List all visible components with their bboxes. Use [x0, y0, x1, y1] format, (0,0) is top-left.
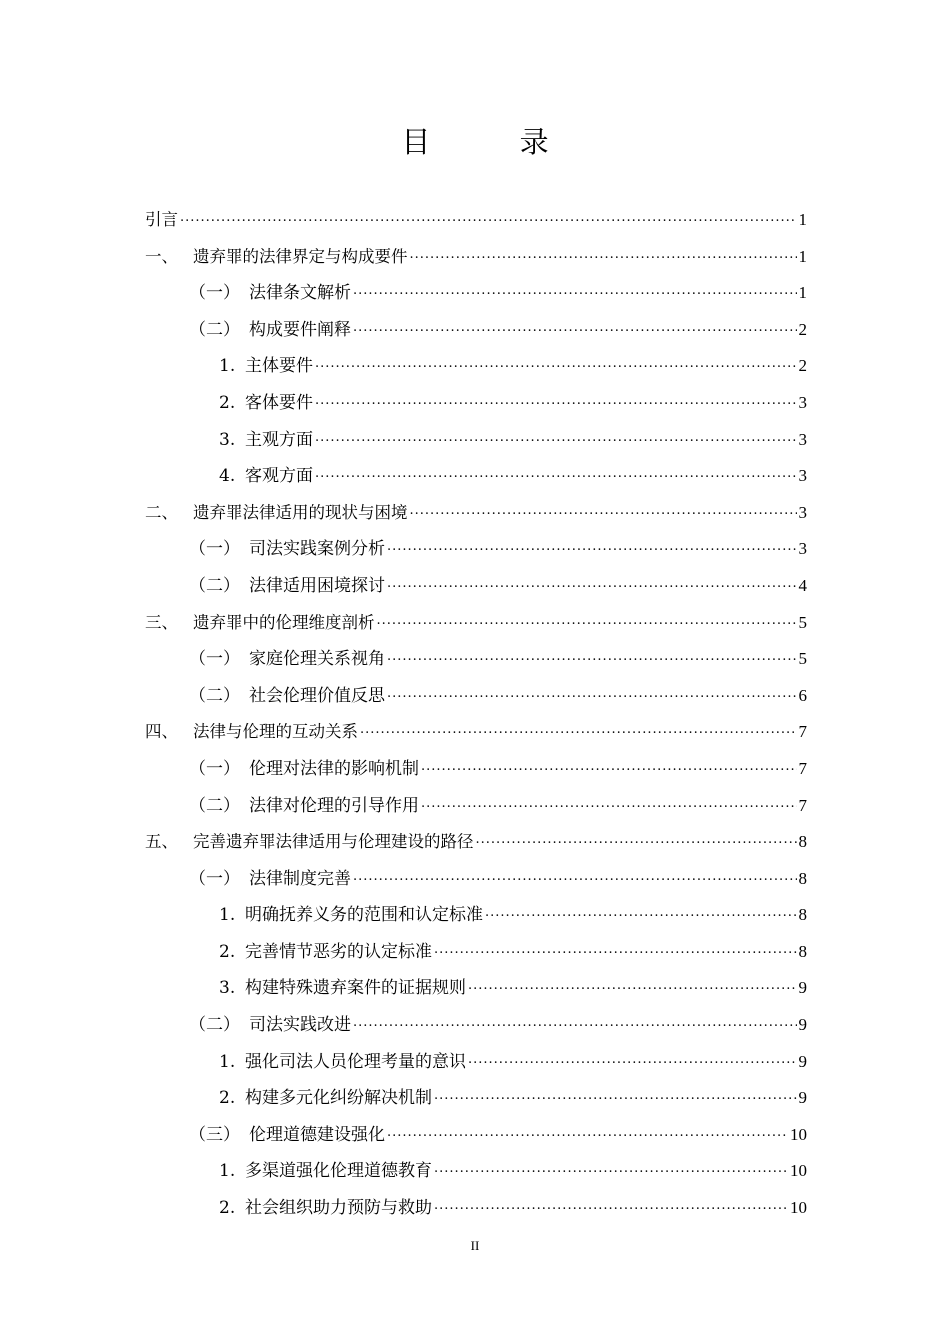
- toc-entry-page: 6: [798, 685, 807, 705]
- toc-entry-page: 7: [798, 758, 807, 778]
- toc-entry-number: （二）: [189, 1015, 240, 1036]
- toc-entry-number: 1.: [219, 1051, 236, 1072]
- toc-leader-dots: [315, 383, 797, 420]
- toc-entry-number: 3.: [219, 429, 236, 450]
- toc-entry-page: 9: [798, 1015, 807, 1035]
- toc-entry-title: 完善情节恶劣的认定标准: [245, 941, 432, 962]
- toc-leader-dots: [476, 822, 797, 859]
- toc-entry[interactable]: [145, 495, 807, 532]
- toc-leader-dots: [387, 529, 797, 566]
- toc-entry-number: 五、: [145, 832, 178, 852]
- toc-entry-title: 主观方面: [245, 429, 313, 450]
- toc-entry[interactable]: [145, 202, 807, 239]
- toc-entry-page: 2: [798, 319, 807, 339]
- toc-leader-dots: [353, 1005, 797, 1042]
- toc-entry-title: 伦理道德建设强化: [249, 1124, 385, 1145]
- page-number-footer: II: [470, 1238, 480, 1253]
- toc-entry[interactable]: [145, 422, 807, 459]
- toc-entry-page: 8: [798, 905, 807, 925]
- toc-entry[interactable]: [145, 275, 807, 312]
- toc-entry[interactable]: [145, 641, 807, 678]
- toc-entry[interactable]: [145, 1080, 807, 1117]
- toc-entry[interactable]: [145, 1153, 807, 1190]
- toc-leader-dots: [410, 493, 797, 530]
- toc-entry-title: 遗弃罪的法律界定与构成要件: [193, 246, 408, 266]
- toc-entry-page: 3: [798, 429, 807, 449]
- toc-entry-title: 伦理对法律的影响机制: [249, 758, 419, 779]
- toc-entry[interactable]: [145, 312, 807, 349]
- toc-entry-number: 四、: [145, 722, 178, 742]
- toc-entry-title: 遗弃罪法律适用的现状与困境: [193, 502, 408, 522]
- toc-entry-page: 1: [798, 283, 807, 303]
- toc-leader-dots: [377, 603, 797, 640]
- toc-entry-page: 5: [798, 649, 807, 669]
- toc-entry-title: 构成要件阐释: [249, 319, 351, 340]
- toc-entry-title: 法律适用困境探讨: [249, 575, 385, 596]
- toc-entry-number: 二、: [145, 502, 178, 522]
- toc-entry[interactable]: [145, 1117, 807, 1154]
- toc-entry-number: 三、: [145, 612, 178, 632]
- toc-entry-page: 9: [798, 978, 807, 998]
- toc-leader-dots: [468, 1042, 797, 1079]
- toc-entry-page: 1: [798, 210, 807, 229]
- toc-entry[interactable]: [145, 458, 807, 495]
- toc-leader-dots: [434, 1151, 788, 1188]
- toc-entry-page: 3: [798, 466, 807, 486]
- toc-entry-number: 3.: [219, 978, 236, 999]
- page-title: 目 录: [401, 125, 589, 159]
- toc-entry[interactable]: [145, 239, 807, 276]
- toc-entry-number: （一）: [189, 539, 240, 560]
- toc-entry[interactable]: [145, 970, 807, 1007]
- toc-entry-title: 完善遗弃罪法律适用与伦理建设的路径: [193, 832, 474, 852]
- toc-entry-page: 10: [790, 1161, 807, 1181]
- toc-entry-number: 1.: [219, 905, 236, 926]
- toc-entry-page: 1: [798, 246, 807, 266]
- toc-entry-page: 10: [790, 1198, 807, 1218]
- toc-leader-dots: [353, 859, 797, 896]
- toc-leader-dots: [353, 310, 797, 347]
- toc-entry-number: 2.: [219, 1088, 236, 1109]
- toc-entry-number: （二）: [189, 575, 240, 596]
- toc-entry-title: 司法实践案例分析: [249, 539, 385, 560]
- toc-entry[interactable]: [145, 678, 807, 715]
- toc-entry-number: 2.: [219, 941, 236, 962]
- toc-leader-dots: [387, 676, 797, 713]
- toc-entry-page: 8: [798, 941, 807, 961]
- toc-entry-number: 一、: [145, 246, 178, 266]
- toc-entry[interactable]: [145, 861, 807, 898]
- toc-entry-page: 2: [798, 356, 807, 376]
- toc-entry[interactable]: [145, 897, 807, 934]
- toc-entry-number: （一）: [189, 283, 240, 304]
- toc-leader-dots: [434, 1188, 788, 1225]
- toc-entry-number: （三）: [189, 1124, 240, 1145]
- toc-entry-number: （一）: [189, 758, 240, 779]
- toc-leader-dots: [410, 237, 797, 274]
- toc-entry-page: 10: [790, 1124, 807, 1144]
- toc-entry-title: 法律与伦理的互动关系: [193, 722, 358, 742]
- table-of-contents: [145, 202, 807, 1227]
- toc-entry-title: 构建多元化纠纷解决机制: [245, 1088, 432, 1109]
- toc-entry-page: 4: [798, 575, 807, 595]
- toc-entry-page: 9: [798, 1088, 807, 1108]
- toc-entry[interactable]: [145, 751, 807, 788]
- toc-entry-number: （二）: [189, 685, 240, 706]
- toc-entry-number: 4.: [219, 466, 236, 487]
- toc-entry[interactable]: [145, 824, 807, 861]
- toc-entry-number: 1.: [219, 1161, 236, 1182]
- toc-leader-dots: [315, 420, 797, 457]
- toc-entry[interactable]: [145, 531, 807, 568]
- toc-leader-dots: [468, 968, 797, 1005]
- toc-entry[interactable]: [145, 1007, 807, 1044]
- toc-entry-title: 法律制度完善: [249, 868, 351, 889]
- toc-leader-dots: [387, 639, 797, 676]
- toc-entry-number: 1.: [219, 356, 236, 377]
- toc-entry-title: 遗弃罪中的伦理维度剖析: [193, 612, 375, 632]
- toc-entry-number: 2.: [219, 1198, 236, 1219]
- toc-entry-page: 7: [798, 795, 807, 815]
- toc-entry-title: 法律对伦理的引导作用: [249, 795, 419, 816]
- toc-entry[interactable]: [145, 385, 807, 422]
- toc-entry[interactable]: [145, 348, 807, 385]
- toc-leader-dots: [434, 932, 797, 969]
- toc-entry-page: 5: [798, 612, 807, 632]
- toc-leader-dots: [315, 456, 797, 493]
- toc-entry-number: （二）: [189, 795, 240, 816]
- toc-entry[interactable]: [145, 714, 807, 751]
- toc-entry[interactable]: [145, 1044, 807, 1081]
- toc-entry[interactable]: [145, 934, 807, 971]
- toc-entry-title: 家庭伦理关系视角: [249, 649, 385, 670]
- toc-entry[interactable]: [145, 1190, 807, 1227]
- toc-entry-page: 3: [798, 392, 807, 412]
- toc-entry-number: （一）: [189, 868, 240, 889]
- toc-leader-dots: [315, 346, 797, 383]
- toc-leader-dots: [387, 566, 797, 603]
- toc-entry-number: （二）: [189, 319, 240, 340]
- toc-leader-dots: [180, 200, 797, 237]
- toc-entry-page: 3: [798, 502, 807, 522]
- toc-entry-title: 引言: [145, 210, 178, 229]
- toc-entry-title: 构建特殊遗弃案件的证据规则: [245, 978, 466, 999]
- toc-entry-page: 8: [798, 868, 807, 888]
- toc-entry-title: 明确抚养义务的范围和认定标准: [245, 905, 483, 926]
- toc-entry-title: 法律条文解析: [249, 283, 351, 304]
- toc-leader-dots: [387, 1115, 788, 1152]
- toc-entry-number: （一）: [189, 649, 240, 670]
- toc-entry-title: 客观方面: [245, 466, 313, 487]
- toc-entry-title: 客体要件: [245, 392, 313, 413]
- toc-leader-dots: [360, 712, 797, 749]
- toc-entry-title: 多渠道强化伦理道德教育: [245, 1161, 432, 1182]
- toc-entry[interactable]: [145, 605, 807, 642]
- toc-entry-page: 3: [798, 539, 807, 559]
- toc-entry-title: 社会组织助力预防与救助: [245, 1198, 432, 1219]
- toc-entry-page: 8: [798, 832, 807, 852]
- toc-entry-page: 9: [798, 1051, 807, 1071]
- toc-entry-title: 强化司法人员伦理考量的意识: [245, 1051, 466, 1072]
- toc-leader-dots: [434, 1078, 797, 1115]
- toc-leader-dots: [421, 786, 797, 823]
- toc-entry[interactable]: [145, 568, 807, 605]
- toc-leader-dots: [353, 273, 797, 310]
- toc-entry-title: 司法实践改进: [249, 1015, 351, 1036]
- toc-entry[interactable]: [145, 788, 807, 825]
- toc-entry-title: 社会伦理价值反思: [249, 685, 385, 706]
- toc-leader-dots: [421, 749, 797, 786]
- toc-leader-dots: [485, 895, 797, 932]
- toc-entry-title: 主体要件: [245, 356, 313, 377]
- toc-entry-number: 2.: [219, 392, 236, 413]
- toc-entry-page: 7: [798, 722, 807, 742]
